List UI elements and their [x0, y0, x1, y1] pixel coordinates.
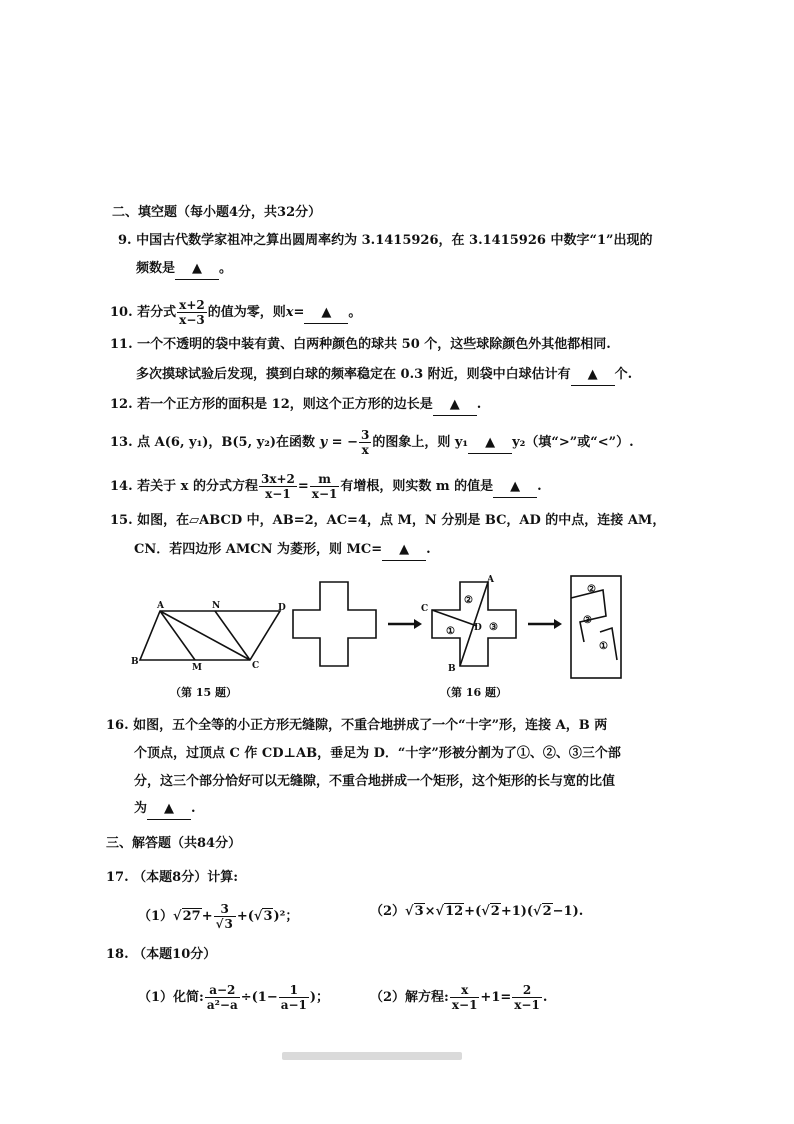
fraction-numerator: 1 — [279, 983, 309, 998]
part-label: （1）化简: — [138, 990, 204, 1005]
punctuation: 。 — [348, 305, 362, 320]
question-text: 若关于 x 的分式方程 — [137, 479, 258, 494]
fraction-denominator: x — [361, 443, 369, 457]
punctuation: . — [542, 990, 548, 1005]
expression: ×√ — [424, 904, 445, 919]
operator: + — [201, 909, 213, 924]
fraction — [450, 983, 480, 1012]
question-11-line-1 — [110, 335, 611, 355]
fraction-numerator: m — [310, 472, 340, 487]
question-9-line-2 — [136, 259, 232, 280]
label-C: C — [421, 604, 429, 614]
arrow-icon — [528, 619, 562, 629]
question-text: 如图，五个全等的小正方形无缝隙，不重合地拼成了一个“十字”形，连接 A，B 两 — [133, 718, 608, 733]
page-footer-smudge — [282, 1052, 462, 1060]
question-14 — [110, 472, 542, 501]
region-2-mark: ② — [464, 595, 473, 606]
region-1-mark: ① — [446, 626, 455, 637]
fraction — [259, 472, 297, 501]
question-16-line-1 — [106, 716, 607, 736]
fraction-denominator: a−1 — [280, 998, 307, 1012]
punctuation: 。 — [219, 261, 233, 276]
fraction-denominator: x−3 — [179, 313, 205, 327]
question-17-part-2 — [370, 902, 583, 922]
expression: )； — [309, 990, 330, 1005]
region-1-mark: ① — [599, 641, 608, 652]
fraction-denominator: x−1 — [514, 998, 540, 1012]
answer-blank: ▲ — [382, 540, 426, 561]
question-text: 若分式 — [137, 305, 177, 320]
expression: +1)(√ — [500, 904, 542, 919]
region-3-mark: ③ — [489, 622, 498, 633]
region-3-mark: ③ — [583, 615, 592, 626]
question-number: 14. — [110, 479, 133, 494]
question-16-line-2: 个顶点，过顶点 C 作 CD⊥AB，垂足为 D．“十字”形被分割为了①、②、③三个部 — [134, 746, 621, 761]
answer-blank: ▲ — [468, 433, 512, 454]
figure-15-parallelogram — [140, 611, 280, 660]
question-17-part-1 — [138, 902, 298, 931]
variable: x — [285, 305, 294, 320]
question-number: 17. — [106, 870, 129, 885]
question-16-line-4 — [134, 799, 196, 820]
answer-blank: ▲ — [571, 365, 615, 386]
fraction-numerator: 3 — [214, 902, 236, 917]
punctuation: . — [191, 801, 196, 816]
question-text: CN．若四边形 AMCN 为菱形，则 MC= — [134, 542, 383, 557]
question-18-header — [106, 945, 216, 965]
expression: +(√ — [464, 904, 490, 919]
fraction-numerator: 3x+2 — [260, 472, 295, 486]
function-expression: y = − — [319, 435, 358, 450]
part-label: （2） — [370, 904, 406, 919]
equals-sign: = — [297, 479, 309, 494]
fraction-numerator: x — [450, 983, 480, 998]
question-text: 的图象上，则 y₁ — [372, 435, 469, 450]
radical-sign: √ — [215, 917, 224, 931]
fraction-numerator: 3 — [360, 428, 370, 442]
fraction-denominator: x−1 — [265, 487, 291, 501]
question-text: 一个不透明的袋中装有黄、白两种颜色的球共 50 个，这些球除颜色外其他都相同. — [137, 337, 611, 352]
region-2-mark: ② — [587, 584, 596, 595]
question-text: 若一个正方形的面积是 12，则这个正方形的边长是 — [137, 397, 433, 412]
question-10 — [110, 298, 361, 327]
question-text: 点 A(6, y₁)，B(5, y₂)在函数 — [137, 435, 316, 450]
radicand: 3 — [224, 917, 233, 931]
expression: −1). — [552, 904, 584, 919]
radicand: 27 — [182, 909, 201, 924]
answer-blank: ▲ — [304, 303, 348, 324]
fraction-denominator: x−1 — [451, 998, 478, 1012]
label-M: M — [192, 663, 202, 673]
question-16-line-3: 分，这三个部分恰好可以无缝隙，不重合地拼成一个矩形，这个矩形的长与宽的比值 — [134, 774, 616, 789]
question-number: 10. — [110, 305, 133, 320]
figures-15-16 — [0, 570, 794, 705]
question-9-line-1 — [118, 231, 652, 251]
fraction — [279, 983, 309, 1012]
question-text: 多次摸球试验后发现，摸到白球的频率稳定在 0.3 附近，则袋中白球估计有 — [136, 367, 571, 382]
fraction — [512, 983, 542, 1012]
fraction — [177, 298, 207, 327]
question-13 — [110, 428, 634, 457]
fraction-denominator: a²−a — [206, 998, 238, 1012]
radicand: 2 — [542, 904, 552, 919]
label-N: N — [212, 601, 221, 611]
expression: ÷(1− — [240, 990, 278, 1005]
fraction-numerator: a−2 — [205, 983, 240, 998]
fraction — [205, 983, 240, 1012]
fraction — [310, 472, 340, 501]
fraction-denominator — [214, 917, 236, 931]
expression: +1= — [480, 990, 512, 1005]
question-number: 18. — [106, 947, 129, 962]
answer-blank: ▲ — [433, 395, 477, 416]
radicand: 2 — [490, 904, 500, 919]
question-text: （本题8分）计算: — [133, 870, 239, 885]
question-text: 中国古代数学家祖冲之算出圆周率约为 3.1415926，在 3.1415926 中数字“1”出现的 — [136, 233, 653, 248]
label-B: B — [131, 657, 139, 667]
question-text: 频数是 — [136, 261, 176, 276]
punctuation: . — [426, 542, 431, 557]
fraction — [359, 428, 371, 457]
label-A: A — [157, 601, 164, 611]
question-17-header — [106, 868, 238, 888]
fraction — [214, 902, 236, 931]
question-number: 16. — [106, 718, 129, 733]
question-text: （本题10分） — [133, 947, 217, 962]
label-D: D — [278, 603, 286, 613]
punctuation: . — [476, 397, 482, 412]
question-15-line-2 — [134, 540, 431, 561]
fraction-numerator: x+2 — [179, 298, 205, 312]
question-12 — [110, 395, 481, 416]
figure-16-rectangle — [571, 576, 621, 678]
arrow-icon — [388, 619, 422, 629]
equals-sign: = — [293, 305, 305, 320]
answer-blank: ▲ — [147, 799, 191, 820]
section-3-title: 三、解答题（共84分） — [106, 836, 242, 851]
figure-15-caption: （第 15 题） — [170, 686, 237, 699]
question-text: 的值为零，则 — [207, 305, 286, 320]
question-text: 如图，在▱ABCD 中，AB=2，AC=4，点 M，N 分别是 BC，AD 的中点，连接 AM， — [137, 513, 666, 528]
radicand: 3 — [414, 904, 424, 919]
figure-16-cross — [293, 582, 376, 666]
question-number: 12. — [110, 397, 133, 412]
question-text: 个. — [614, 367, 633, 382]
radical-sign: √ — [405, 904, 414, 919]
radicand: 3 — [263, 909, 273, 924]
punctuation: . — [537, 479, 542, 494]
radical-sign: √ — [173, 909, 182, 924]
part-label: （2）解方程: — [370, 990, 449, 1005]
answer-blank: ▲ — [175, 259, 219, 280]
question-11-line-2 — [136, 365, 632, 386]
label-C: C — [252, 661, 260, 671]
fraction-denominator: x−1 — [311, 487, 338, 501]
expression: )²； — [273, 909, 299, 924]
question-15-line-1 — [110, 511, 665, 531]
expression: +(√ — [236, 909, 263, 924]
fraction-numerator: 2 — [512, 983, 542, 998]
question-text: 有增根，则实数 m 的值是 — [340, 479, 494, 494]
label-A: A — [487, 575, 494, 585]
question-number: 13. — [110, 435, 133, 450]
figure-16-caption: （第 16 题） — [440, 686, 507, 699]
question-number: 15. — [110, 513, 133, 528]
label-D: D — [474, 623, 482, 633]
label-B: B — [448, 664, 456, 674]
question-18-part-1 — [138, 983, 329, 1012]
section-2-title: 二、填空题（每小题4分，共32分） — [112, 205, 322, 220]
question-18-part-2 — [370, 983, 547, 1012]
answer-blank: ▲ — [493, 477, 537, 498]
question-number: 9. — [118, 233, 132, 248]
question-text: y₂（填“>”或“<”）. — [512, 435, 634, 450]
question-text: 为 — [134, 801, 148, 816]
question-number: 11. — [110, 337, 133, 352]
radicand: 12 — [445, 904, 464, 919]
part-label: （1） — [138, 909, 174, 924]
